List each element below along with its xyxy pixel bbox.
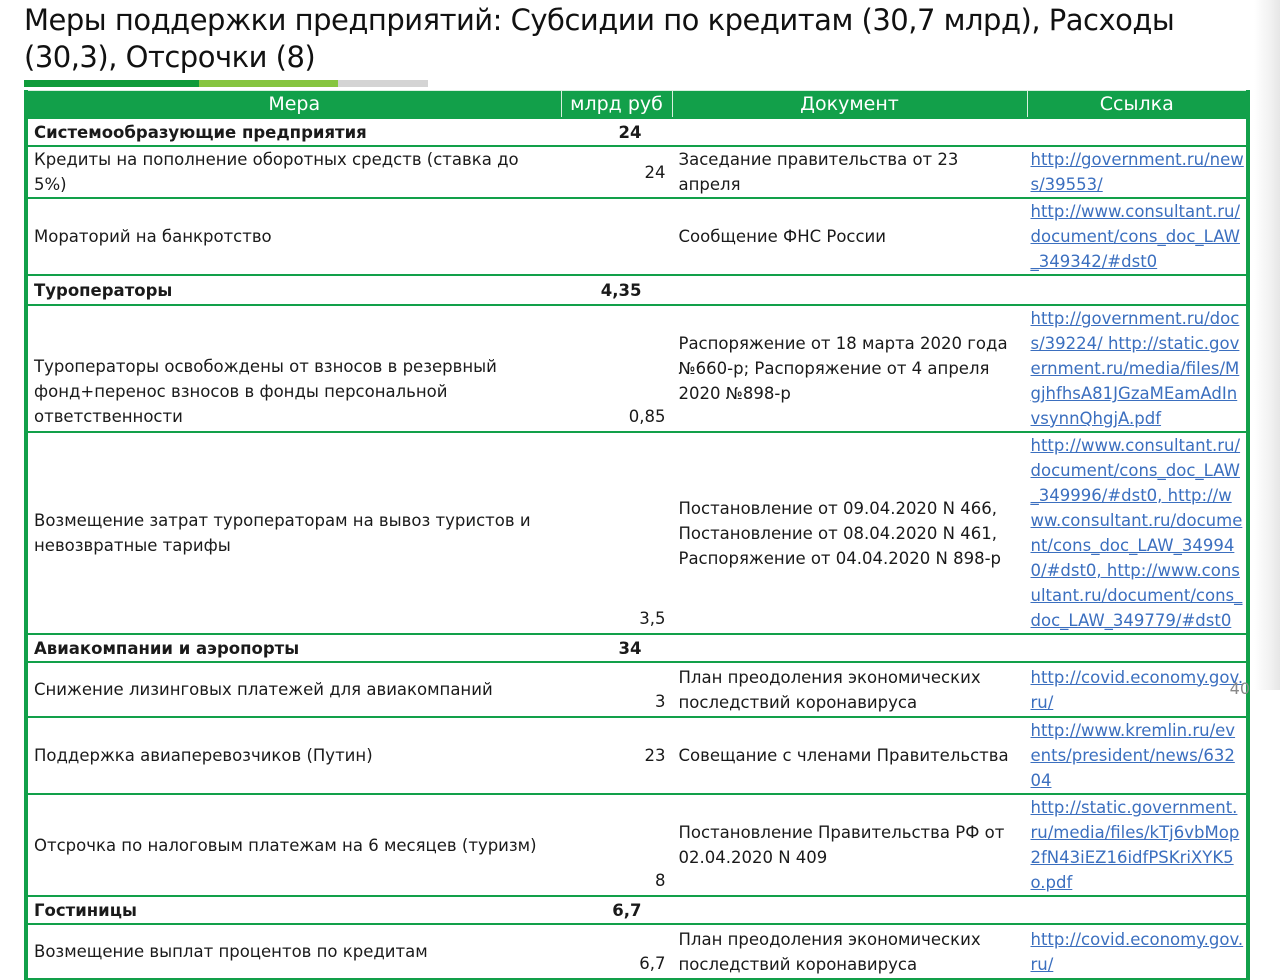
page-title: Меры поддержки предприятий: Субсидии по кредитам (30,7 млрд), Расходы (30,3), Отсрочки (8) — [24, 3, 1175, 74]
document-cell — [672, 634, 1027, 662]
header-amount: млрд руб — [561, 91, 672, 119]
link-cell[interactable]: http://www.consultant.ru/document/cons_doc_LAW_349342/#dst0 — [1027, 198, 1248, 275]
document-cell — [672, 118, 1027, 146]
page-number: 40 — [1229, 679, 1250, 698]
measure-cell: Авиакомпании и аэропорты — [26, 634, 561, 662]
table-row — [26, 717, 1248, 794]
accent-segment-gray — [338, 80, 428, 87]
measure-cell: Снижение лизинговых платежей для авиакомпаний — [26, 662, 561, 717]
table-row — [26, 146, 1248, 198]
category-row — [26, 275, 1248, 305]
amount-cell: 3,5 — [561, 432, 672, 634]
document-cell: Постановление Правительства РФ от 02.04.2020 N 409 — [672, 794, 1027, 896]
amount-cell: 6,7 — [561, 896, 672, 924]
category-row — [26, 118, 1248, 146]
link-cell[interactable]: http://static.government.ru/media/files/kTj6vbMop2fN43iEZ16idfPSKriXYK5o.pdf — [1027, 794, 1248, 896]
link-cell — [1027, 275, 1248, 305]
title-accent-bar — [24, 80, 428, 87]
accent-segment-dark — [24, 80, 199, 87]
measure-cell: Мораторий на банкротство — [26, 198, 561, 275]
measure-cell: Поддержка авиаперевозчиков (Путин) — [26, 717, 561, 794]
page-edge-shadow — [1254, 0, 1280, 690]
table-row — [26, 794, 1248, 896]
link-cell[interactable]: http://www.consultant.ru/document/cons_doc_LAW_349996/#dst0, http://www.consultant.ru/document/cons_doc_LAW_349940/#dst0, http://www.consultant.ru/document/cons_doc_LAW_349779/#dst0 — [1027, 432, 1248, 634]
link-cell — [1027, 118, 1248, 146]
link-cell[interactable]: http://www.kremlin.ru/events/president/news/63204 — [1027, 717, 1248, 794]
header-measure: Мера — [26, 91, 561, 119]
link-cell[interactable]: http://government.ru/docs/39224/ http://static.government.ru/media/files/MgjhfhsA81JGzaMEamAdInvsynnQhgjA.pdf — [1027, 305, 1248, 432]
measure-cell: Кредиты на пополнение оборотных средств (ставка до 5%) — [26, 146, 561, 198]
link-cell[interactable]: http://covid.economy.gov.ru/ — [1027, 662, 1248, 717]
measures-table — [24, 90, 1250, 980]
table-row — [26, 432, 1248, 634]
document-cell: Совещание с членами Правительства — [672, 717, 1027, 794]
amount-cell: 0,85 — [561, 305, 672, 432]
measure-cell: Системообразующие предприятия — [26, 118, 561, 146]
category-row — [26, 634, 1248, 662]
amount-cell: 6,7 — [561, 924, 672, 979]
document-cell: Заседание правительства от 23 апреля — [672, 146, 1027, 198]
document-cell: План преодоления экономических последствий коронавируса — [672, 924, 1027, 979]
amount-cell: 8 — [561, 794, 672, 896]
amount-cell — [561, 198, 672, 275]
measure-cell: Возмещение выплат процентов по кредитам — [26, 924, 561, 979]
category-row — [26, 896, 1248, 924]
document-cell: Распоряжение от 18 марта 2020 года №660-р; Распоряжение от 4 апреля 2020 №898-р — [672, 305, 1027, 432]
link-cell[interactable]: http://covid.economy.gov.ru/ — [1027, 924, 1248, 979]
amount-cell: 4,35 — [561, 275, 672, 305]
table-row — [26, 305, 1248, 432]
measure-cell: Отсрочка по налоговым платежам на 6 месяцев (туризм) — [26, 794, 561, 896]
measure-cell: Туроператоры — [26, 275, 561, 305]
document-cell — [672, 896, 1027, 924]
table-header-row — [26, 91, 1248, 119]
amount-cell: 3 — [561, 662, 672, 717]
document-cell — [672, 275, 1027, 305]
table-row — [26, 924, 1248, 979]
amount-cell: 24 — [561, 118, 672, 146]
document-cell: Постановление от 09.04.2020 N 466, Постановление от 08.04.2020 N 461, Распоряжение от 04.04.2020 N 898-р — [672, 432, 1027, 634]
header-document: Документ — [672, 91, 1027, 119]
amount-cell: 23 — [561, 717, 672, 794]
document-cell: План преодоления экономических последствий коронавируса — [672, 662, 1027, 717]
link-cell — [1027, 634, 1248, 662]
amount-cell: 24 — [561, 146, 672, 198]
document-cell: Сообщение ФНС России — [672, 198, 1027, 275]
link-cell — [1027, 896, 1248, 924]
table-row — [26, 198, 1248, 275]
header-link: Ссылка — [1027, 91, 1248, 119]
measure-cell: Гостиницы — [26, 896, 561, 924]
accent-segment-light — [199, 80, 338, 87]
measure-cell: Возмещение затрат туроператорам на вывоз туристов и невозвратные тарифы — [26, 432, 561, 634]
amount-cell: 34 — [561, 634, 672, 662]
link-cell[interactable]: http://government.ru/news/39553/ — [1027, 146, 1248, 198]
measure-cell: Туроператоры освобождены от взносов в резервный фонд+перенос взносов в фонды персональной ответственности — [26, 305, 561, 432]
